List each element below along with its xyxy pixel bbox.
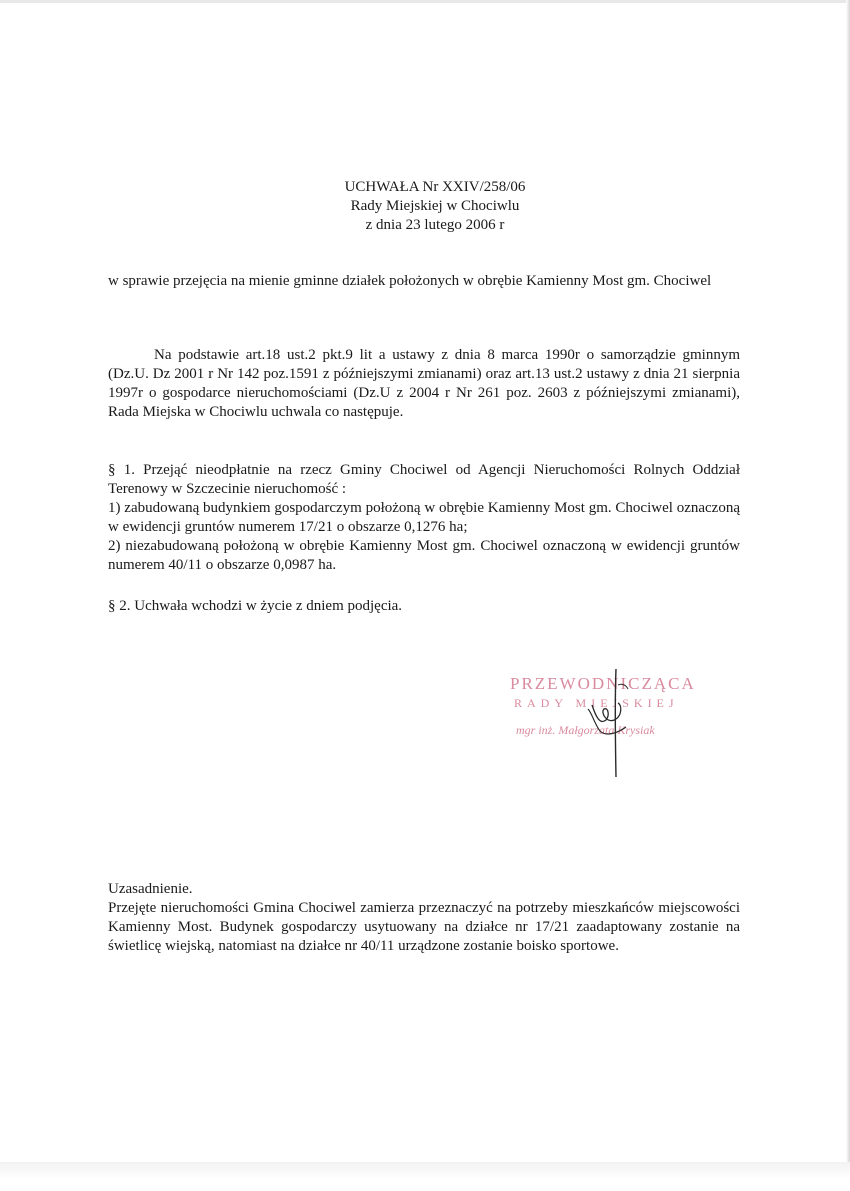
- stamp-council: RADY MIEJSKIEJ: [514, 696, 679, 710]
- legal-basis-preamble: Na podstawie art.18 ust.2 pkt.9 lit a ustawy z dnia 8 marca 1990r o samorządzie gminnym (Dz.U. Dz 2001 r Nr 142 poz.1591 z późniejszymi zmianami) oraz art.13 ust.2 ustawy z dnia 21 sierpnia 1997r o gospodarce nieruchomościami (Dz.U z 2004 r Nr 261 poz. 2603 z późniejszymi zmianami), Rada Miejska w Chociwlu uchwala co następuje.: [108, 347, 740, 420]
- resolution-number: UCHWAŁA Nr XXIV/258/06: [344, 179, 526, 195]
- handwritten-signature: [578, 665, 638, 780]
- paragraph-2: § 2. Uchwała wchodzi w życie z dniem podjęcia.: [108, 598, 403, 614]
- justification-heading: Uzasadnienie.: [108, 881, 193, 897]
- resolution-title: [280, 178, 590, 235]
- paragraph-1: [108, 461, 740, 575]
- scan-edge-right: [846, 0, 850, 1191]
- stamp-name: mgr inż. Małgorzata Krysiak: [516, 723, 655, 737]
- scan-edge-bottom: [0, 1162, 850, 1191]
- resolution-subject: w sprawie przejęcia na mienie gminne działek położonych w obrębie Kamienny Most gm. Chociwel: [108, 273, 712, 289]
- justification: [108, 880, 740, 956]
- paragraph-1-item-1: 1) zabudowaną budynkiem gospodarczym położoną w obrębie Kamienny Most gm. Chociwel oznaczoną w ewidencji gruntów numerem 17/21 o obszarze 0,1276 ha;: [108, 500, 740, 535]
- council-name: Rady Miejskiej w Chociwlu: [350, 198, 520, 214]
- justification-body: Przejęte nieruchomości Gmina Chociwel zamierza przeznaczyć na potrzeby mieszkańców miejscowości Kamienny Most. Budynek gospodarczy usytuowany na działce nr 17/21 zaadaptowany zostanie na świetlicę wiejską, natomiast na działce nr 40/11 urządzone zostanie boisko sportowe.: [108, 900, 740, 954]
- resolution-date: z dnia 23 lutego 2006 r: [365, 217, 505, 233]
- stamp-title: PRZEWODNICZĄCA: [510, 674, 696, 693]
- paragraph-1-intro: § 1. Przejąć nieodpłatnie na rzecz Gminy Chociwel od Agencji Nieruchomości Rolnych Oddział Terenowy w Szczecinie nieruchomość :: [108, 462, 740, 497]
- scan-edge-top: [0, 0, 850, 3]
- paragraph-1-item-2: 2) niezabudowaną położoną w obrębie Kamienny Most gm. Chociwel oznaczoną w ewidencji gruntów numerem 40/11 o obszarze 0,0987 ha.: [108, 538, 740, 573]
